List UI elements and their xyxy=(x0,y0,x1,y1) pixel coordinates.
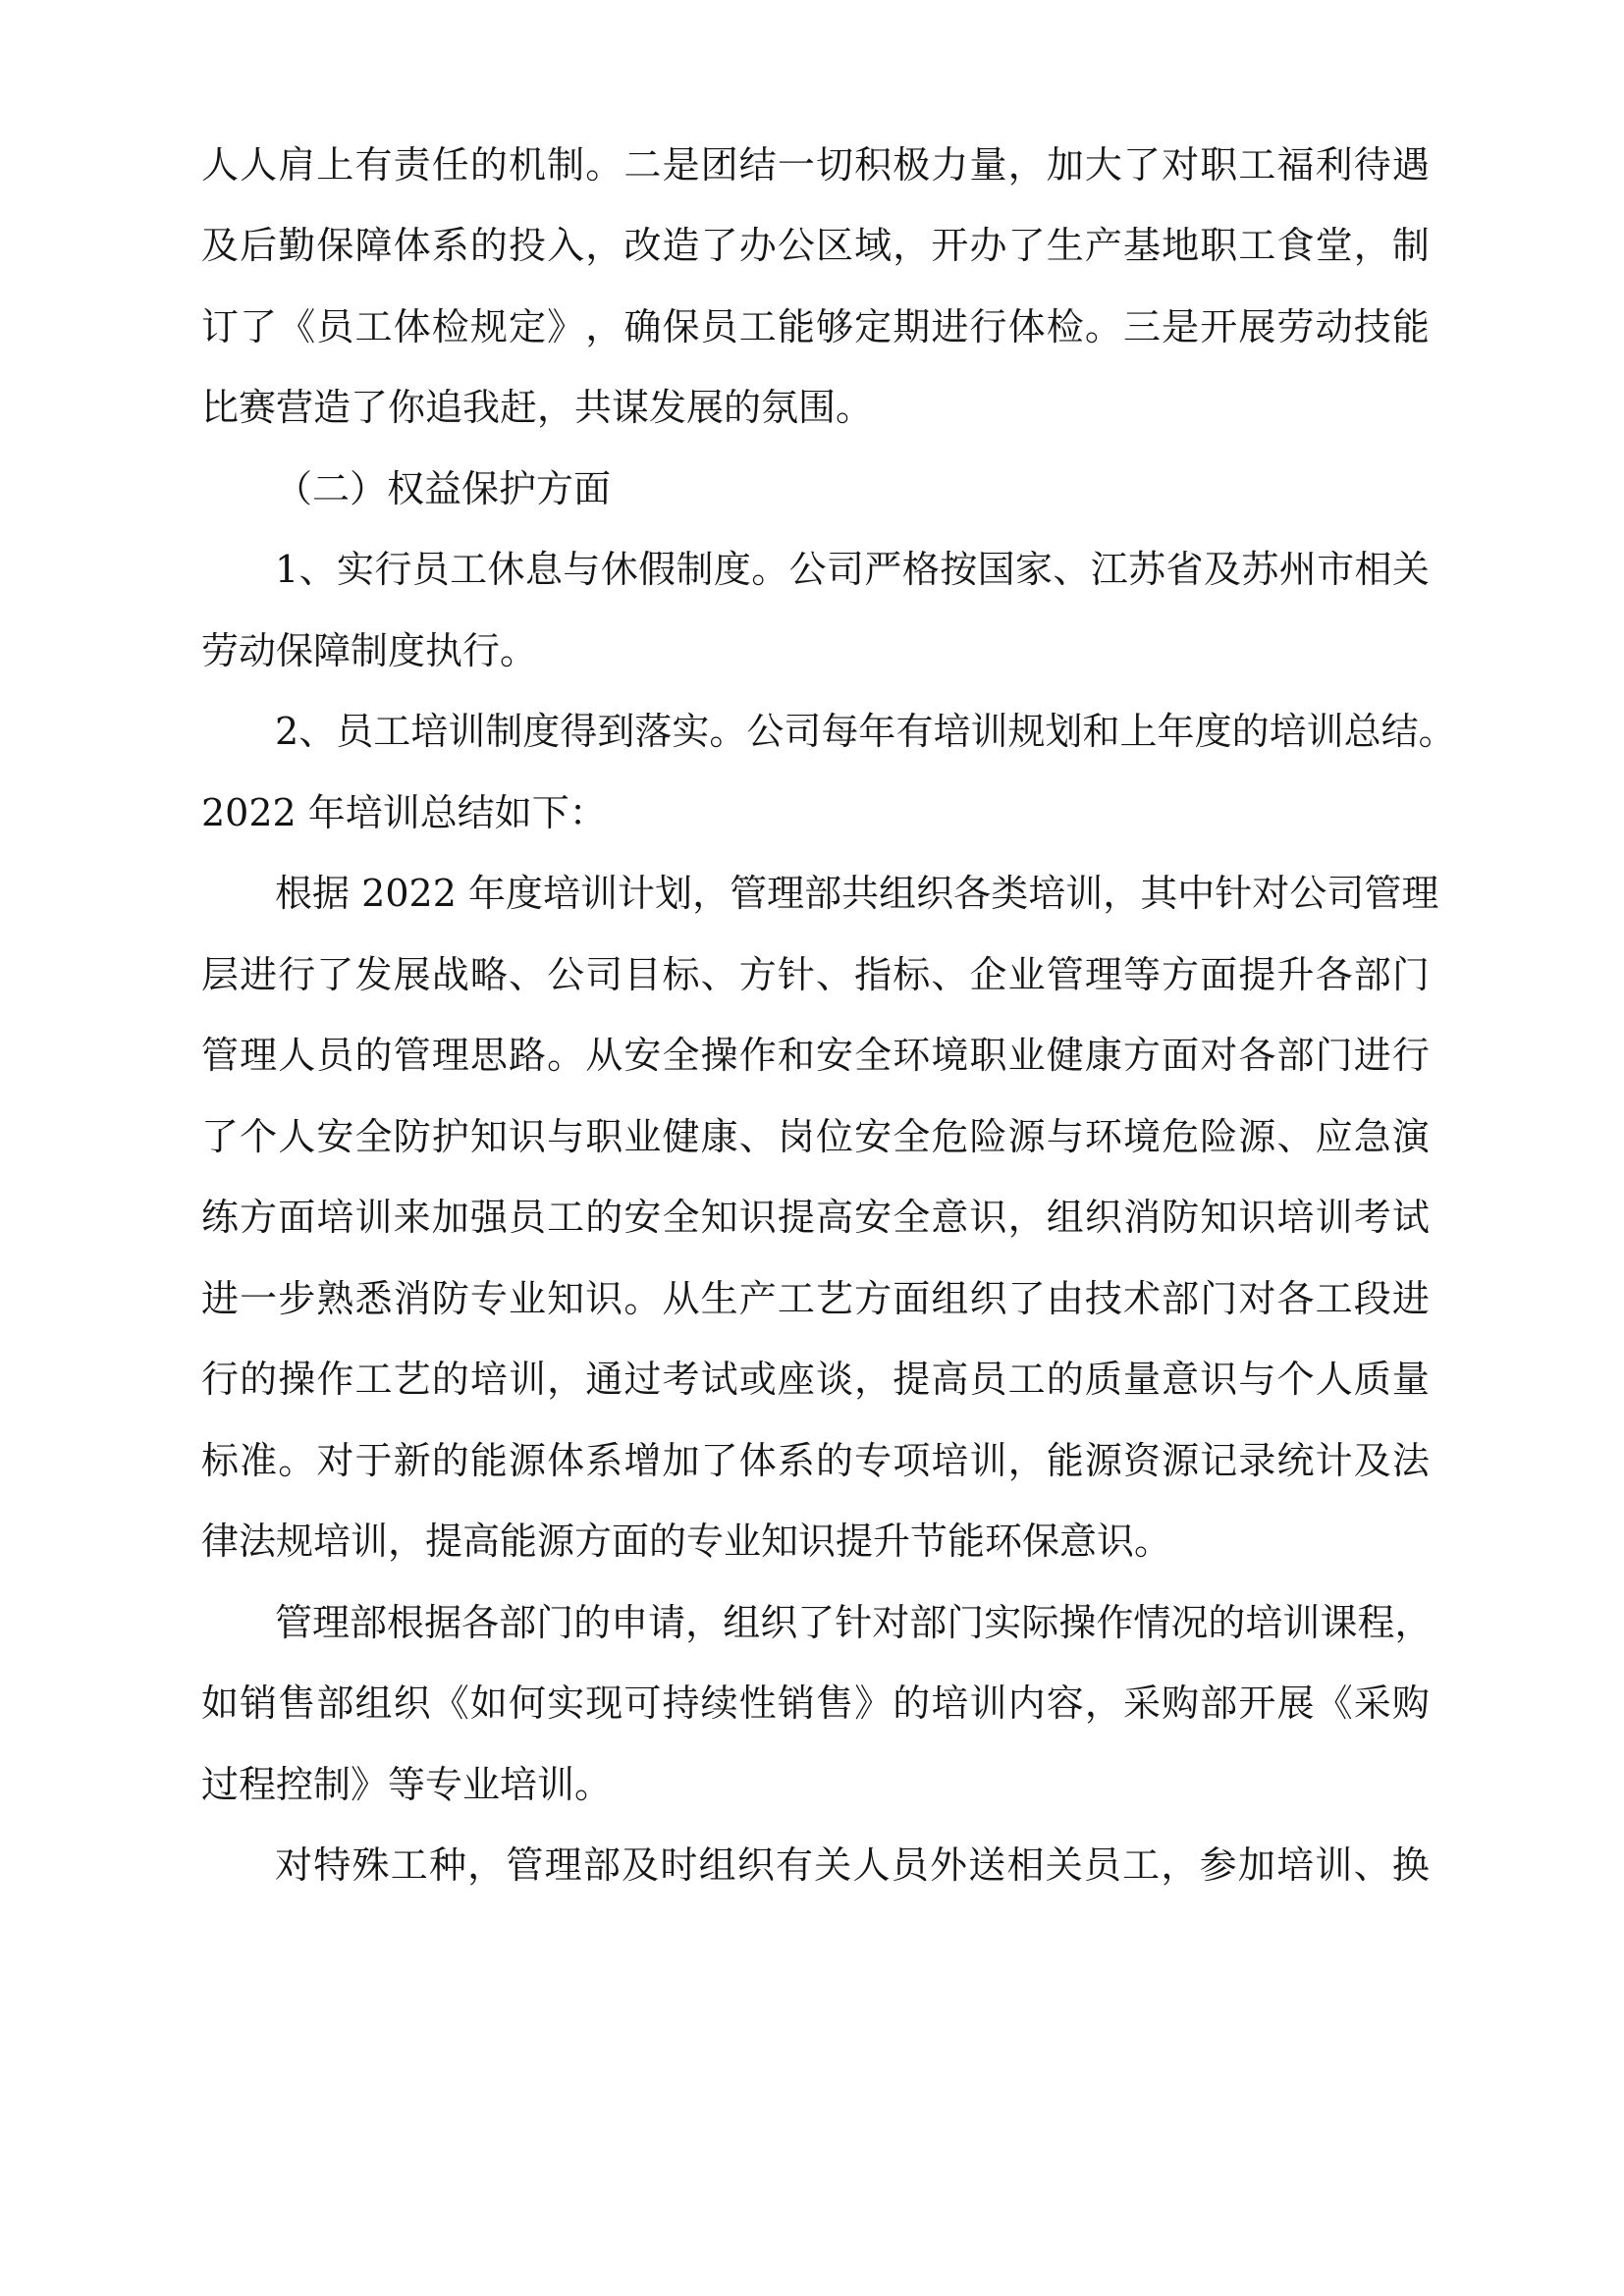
paragraph-first-line: 管 理 部 根 据 各 部 门 的 申 请 ， 组 织 了 针 对 部 门 实 际 操 作 情 况 的 培 训 课 程 ， xyxy=(275,1601,1433,1644)
text-line: 如 销 售 部 组 织 《 如 何 实 现 可 持 续 性 销 售 》 的 培 训 内 容 ， 采 购 部 开 展 《 采 购 xyxy=(201,1682,1430,1725)
paragraph-first-line: 1 、 实 行 员 工 休 息 与 休 假 制 度 。 公 司 严 格 按 国 家 、 江 苏 省 及 苏 州 市 相 关 xyxy=(275,548,1430,591)
text-line: 过程控制》等专业培训。 xyxy=(201,1763,613,1806)
text-line: 比赛营造了你追我赶，共谋发展的氛围。 xyxy=(201,386,874,429)
paragraph-first-line: 对 特 殊 工 种 ， 管 理 部 及 时 组 织 有 关 人 员 外 送 相 关 员 工 ， 参 加 培 训 、 换 xyxy=(275,1843,1430,1887)
text-line: 人 人 肩 上 有 责 任 的 机 制 。 二 是 团 结 一 切 积 极 力 量 ， 加 大 了 对 职 工 福 利 待 遇 xyxy=(201,143,1430,187)
text-line: 练 方 面 培 训 来 加 强 员 工 的 安 全 知 识 提 高 安 全 意 识 ， 组 织 消 防 知 识 培 训 考 试 xyxy=(201,1196,1430,1239)
text-line: 劳动保障制度执行。 xyxy=(201,629,538,672)
section-heading: （二）权益保护方面 xyxy=(275,467,612,510)
text-line: 层 进 行 了 发 展 战 略 、 公 司 目 标 、 方 针 、 指 标 、 企 业 管 理 等 方 面 提 升 各 部 门 xyxy=(201,953,1430,996)
paragraph-first-line: 2 、 员 工 培 训 制 度 得 到 落 实 。 公 司 每 年 有 培 训 规 划 和 上 年 度 的 培 训 总 结 。 xyxy=(275,710,1456,753)
text-line: 标 准 。 对 于 新 的 能 源 体 系 增 加 了 体 系 的 专 项 培 训 ， 能 源 资 源 记 录 统 计 及 法 xyxy=(201,1439,1430,1482)
text-line: 了 个 人 安 全 防 护 知 识 与 职 业 健 康 、 岗 位 安 全 危 险 源 与 环 境 危 险 源 、 应 急 演 xyxy=(201,1115,1430,1158)
text-line: 及 后 勤 保 障 体 系 的 投 入 ， 改 造 了 办 公 区 域 ， 开 办 了 生 产 基 地 职 工 食 堂 ， 制 xyxy=(201,224,1430,267)
text-line: 行 的 操 作 工 艺 的 培 训 ， 通 过 考 试 或 座 谈 ， 提 高 员 工 的 质 量 意 识 与 个 人 质 量 xyxy=(201,1358,1430,1401)
text-line: 进 一 步 熟 悉 消 防 专 业 知 识 。 从 生 产 工 艺 方 面 组 织 了 由 技 术 部 门 对 各 工 段 进 xyxy=(201,1277,1430,1320)
text-line: 2022 年培训总结如下： xyxy=(201,791,607,834)
text-line: 律法规培训，提高能源方面的专业知识提升节能环保意识。 xyxy=(201,1520,1172,1563)
text-line: 订 了 《 员 工 体 检 规 定 》 ， 确 保 员 工 能 够 定 期 进 行 体 检 。 三 是 开 展 劳 动 技 能 xyxy=(201,305,1430,348)
text-line: 管 理 人 员 的 管 理 思 路 。 从 安 全 操 作 和 安 全 环 境 职 业 健 康 方 面 对 各 部 门 进 行 xyxy=(201,1034,1430,1077)
paragraph-first-line: 根 据 2 0 2 2 年 度 培 训 计 划 ， 管 理 部 共 组 织 各 类 培 训 ， 其 中 针 对 公 司 管 理 xyxy=(275,872,1439,915)
